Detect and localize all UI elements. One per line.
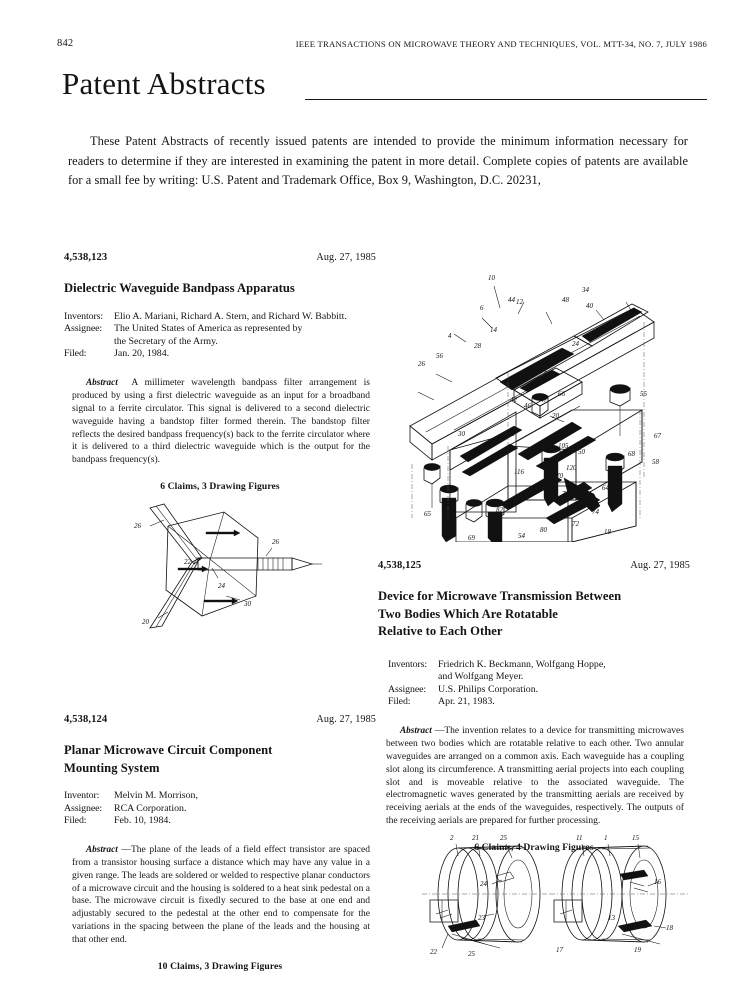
figure-label: 44 [508, 296, 515, 304]
issue-date: Aug. 27, 1985 [630, 560, 690, 571]
page-title: Patent Abstracts [62, 66, 266, 101]
abstract-lead: Abstract [86, 376, 118, 387]
patent-title: Dielectric Waveguide Bandpass Apparatus [64, 281, 295, 295]
figure-label: 48 [562, 296, 569, 304]
patent-abstract: Abstract —The plane of the leads of a field effect transistor are spaced from a transistor housing surface a distance which may have any value in a given range. The leads are soldered or welded to respective planar conductors of a microwave circuit and the housing is soldered to a heat sink pedestal on a base. The microwave circuit is fixedly secured to the base at one end and adjustably secured to the pedestal at the other end to compensate for the variations in the spacing between the plane of the leads and the housing at that other end. [72, 843, 371, 946]
issue-date: Aug. 27, 1985 [316, 252, 376, 263]
inventors-value-cont: and Wolfgang Meyer. [438, 671, 524, 683]
figure-label: 6 [480, 304, 484, 312]
figure-label: 16 [654, 878, 661, 886]
filed-row [64, 348, 376, 361]
assignee-row [64, 803, 376, 816]
department-header [62, 66, 707, 108]
filed-value: Apr. 21, 1983. [438, 696, 495, 708]
assignee-row [388, 684, 690, 697]
patent-entry-4538123 [64, 252, 376, 492]
patent-entry-4538124 [64, 714, 376, 972]
figure-label: 65 [424, 510, 431, 518]
figure-label: 18 [666, 924, 673, 932]
patent-title-line2: Mounting System [64, 760, 160, 775]
abstract-text: A millimeter wavelength bandpass filter arrangement is produced by using a first dielectric waveguide as an input for a broadband signal to a ferrite circulator. This signal is delivered to a second dielectric waveguide having a bandstop filter formed therein. The bandstop filter reflects the desired bandpass frequency(s) back to the ferrite circulator where it is delivered to a third dielectric waveguide which is the output for the bandpass frequency(s). [72, 377, 370, 466]
figure-label: 10 [488, 274, 495, 282]
figure-label: 40 [586, 302, 593, 310]
inventors-value: Melvin M. Morrison, [114, 790, 198, 801]
claims-line: 10 Claims, 3 Drawing Figures [157, 961, 283, 973]
filed-row [388, 696, 690, 709]
figure-label: 24 [218, 582, 225, 590]
figure-label: 26 [134, 522, 141, 530]
figure-label: 22 [430, 948, 437, 956]
assignee-value: RCA Corporation. [114, 802, 187, 814]
title-rule [305, 99, 707, 100]
figure-label: 24 [572, 340, 579, 348]
figure-label: 67 [654, 432, 661, 440]
inventors-value: Friedrich K. Beckmann, Wolfgang Hoppe, [438, 658, 606, 670]
intro-paragraph: These Patent Abstracts of recently issued patents are intended to provide the minimum information necessary for readers to determine if they are interested in examining the patent in more detail. Complete copies of patents are available for a small fee by writing: U.S. Patent and Trademark Office, Box 9, Washington, D.C. 20231, [68, 134, 688, 187]
figure-label: 18 [604, 528, 611, 536]
entry-header [64, 714, 376, 725]
figure-label: 69 [468, 534, 475, 542]
figure-label: 17 [556, 946, 563, 954]
journal-citation-line: IEEE TRANSACTIONS ON MICROWAVE THEORY AND TECHNIQUES, VOL. MTT-34, NO. 7, JULY 1986 [295, 39, 707, 49]
patent-abstract: Abstract —The invention relates to a device for transmitting microwaves between two bodies which are rotatable relative to each other. Two annular waveguides are arranged on a common axis. Each waveguide has a coupling slot along its circumference. A transmitting aerial projects into each coupling slot and is moveable relative to the associated waveguide. The electromagnetic waves generated by the transmitting aerials are received by receiving aerials at the ends of the waveguides, respectively. The outputs of the receiving aerials are prepared for further processing. [386, 724, 684, 827]
abstract-lead: Abstract [86, 843, 118, 854]
patent-metadata [388, 659, 690, 709]
figure-annular-waveguides [422, 830, 690, 958]
figure-label: 20 [142, 618, 149, 626]
abstract-text: The plane of the leads of a field effect transistor are spaced from a transistor housing surface a distance which may have any value in a given range. The leads are soldered or welded to respective planar conductors of a microwave circuit and the housing is soldered to a heat sink pedestal on a base. The microwave circuit is fixedly secured to the base at one end and adjustably secured to the pedestal at the other end to compensate for the variations in the spacing between the plane of the leads and the housing at that other end. [72, 844, 371, 946]
filed-label: Filed: [64, 815, 87, 827]
page-number: 842 [57, 38, 74, 49]
patent-metadata [64, 311, 376, 361]
patent-number: 4,538,124 [64, 714, 108, 725]
filed-label: Filed: [388, 696, 411, 708]
entry-header [378, 560, 690, 571]
figure-label: 47 [540, 396, 547, 404]
figure-label: 23 [478, 914, 485, 922]
figure-label: 64 [602, 484, 609, 492]
figure-label: 2 [450, 834, 454, 842]
assignee-value: The United States of America as represented by [114, 323, 303, 335]
figure-label: 116 [514, 468, 524, 476]
figure-label: 15 [632, 834, 639, 842]
figure-label: 74 [592, 508, 599, 516]
figure-label: 25 [500, 834, 507, 842]
figure-label: 120 [566, 464, 577, 472]
figure-microwave-mounting-assembly [396, 250, 696, 542]
figure-label: 55 [640, 390, 647, 398]
inventors-label: Inventors: [388, 658, 428, 670]
entry-header [64, 252, 376, 263]
patent-metadata [64, 790, 376, 828]
figure-label: 1 [604, 834, 608, 842]
claims-line: 6 Claims, 4 Drawing Figures [474, 842, 594, 854]
patent-title [378, 588, 690, 641]
figure-label: 68 [628, 450, 635, 458]
figure-label: 52 [544, 370, 551, 378]
figure-label: 105 [558, 442, 569, 450]
figure-label: 57 [488, 440, 495, 448]
figure-label: 20 [552, 412, 559, 420]
figure-label: 58 [652, 458, 659, 466]
issue-date: Aug. 27, 1985 [316, 714, 376, 725]
patent-number: 4,538,125 [378, 560, 422, 571]
figure-label: 56 [436, 352, 443, 360]
figure-label: 11 [576, 834, 583, 842]
abstract-lead: Abstract [400, 724, 432, 735]
filed-value: Jan. 20, 1984. [114, 348, 170, 360]
figure-label: 28 [474, 342, 481, 350]
patent-entry-4538125 [378, 560, 690, 853]
figure-label: 72 [572, 520, 579, 528]
patent-number: 4,538,123 [64, 252, 108, 263]
figure-label: 66 [558, 390, 565, 398]
assignee-label: Assignee: [64, 802, 103, 814]
running-head [57, 38, 707, 54]
filed-label: Filed: [64, 348, 87, 360]
assignee-value: U.S. Philips Corporation. [438, 683, 539, 695]
abstract-text: The invention relates to a device for transmitting microwaves between two bodies which are rotatable relative to each other. Two annular waveguides are arranged on a common axis. Each waveguide has a coupling slot along its circumference. A transmitting aerial projects into each coupling slot and is moveable relative to the associated waveguide. The electromagnetic waves generated by the transmitting aerials are received by receiving aerials at the ends of the waveguides, respectively. The outputs of the receiving aerials are prepared for further processing. [386, 725, 684, 827]
figure-label: 24 [480, 880, 487, 888]
figure-label: 13 [608, 914, 615, 922]
inventors-label: Inventors: [64, 310, 104, 322]
inventors-label: Inventor: [64, 790, 100, 801]
assignee-row [64, 323, 376, 336]
figure-label: 76 [562, 490, 569, 498]
figure-label: 30 [244, 600, 251, 608]
figure-label: 80 [540, 526, 547, 534]
figure-label: 26 [272, 538, 279, 546]
figure-label: 26 [418, 360, 425, 368]
figure-dielectric-waveguide [106, 500, 356, 640]
figure-label: 70 [556, 472, 563, 480]
patent-title-line3: Relative to Each Other [378, 624, 503, 638]
inventors-row [64, 790, 376, 803]
figure-label: 4 [448, 332, 452, 340]
figure-label: 19 [634, 946, 641, 954]
patent-title-line2: Two Bodies Which Are Rotatable [378, 606, 558, 621]
inventors-row [64, 311, 376, 324]
figure-label: 30 [458, 430, 465, 438]
patent-abstract [64, 376, 376, 467]
assignee-label: Assignee: [388, 683, 427, 695]
patent-title-line1: Planar Microwave Circuit Component [64, 743, 273, 757]
patent-title [64, 742, 376, 777]
figure-label: 21 [508, 430, 515, 438]
patent-title-line1: Device for Microwave Transmission Between [378, 589, 622, 603]
figure-label: 21 [472, 834, 479, 842]
figure-label: 34 [582, 286, 589, 294]
inventors-row [388, 659, 690, 672]
figure-label: 62 [528, 488, 535, 496]
inventors-value: Elio A. Mariani, Richard A. Stern, and Richard W. Babbitt. [114, 310, 347, 322]
claims-line: 6 Claims, 3 Drawing Figures [160, 481, 280, 493]
figure-label: 22 [184, 558, 191, 566]
figure-label: 14 [490, 326, 497, 334]
figure-label: 50 [578, 448, 585, 456]
assignee-label: Assignee: [64, 323, 103, 335]
figure-label: 12 [516, 298, 523, 306]
figure-label: 25 [468, 950, 475, 958]
filed-row [64, 815, 376, 828]
figure-label: 42 [510, 396, 517, 404]
filed-value: Feb. 10, 1984. [114, 815, 171, 827]
figure-label: 46 [524, 402, 531, 410]
assignee-value-cont: the Secretary of the Army. [114, 335, 218, 347]
figure-label: 54 [518, 532, 525, 540]
figure-label: 82 [496, 506, 503, 514]
